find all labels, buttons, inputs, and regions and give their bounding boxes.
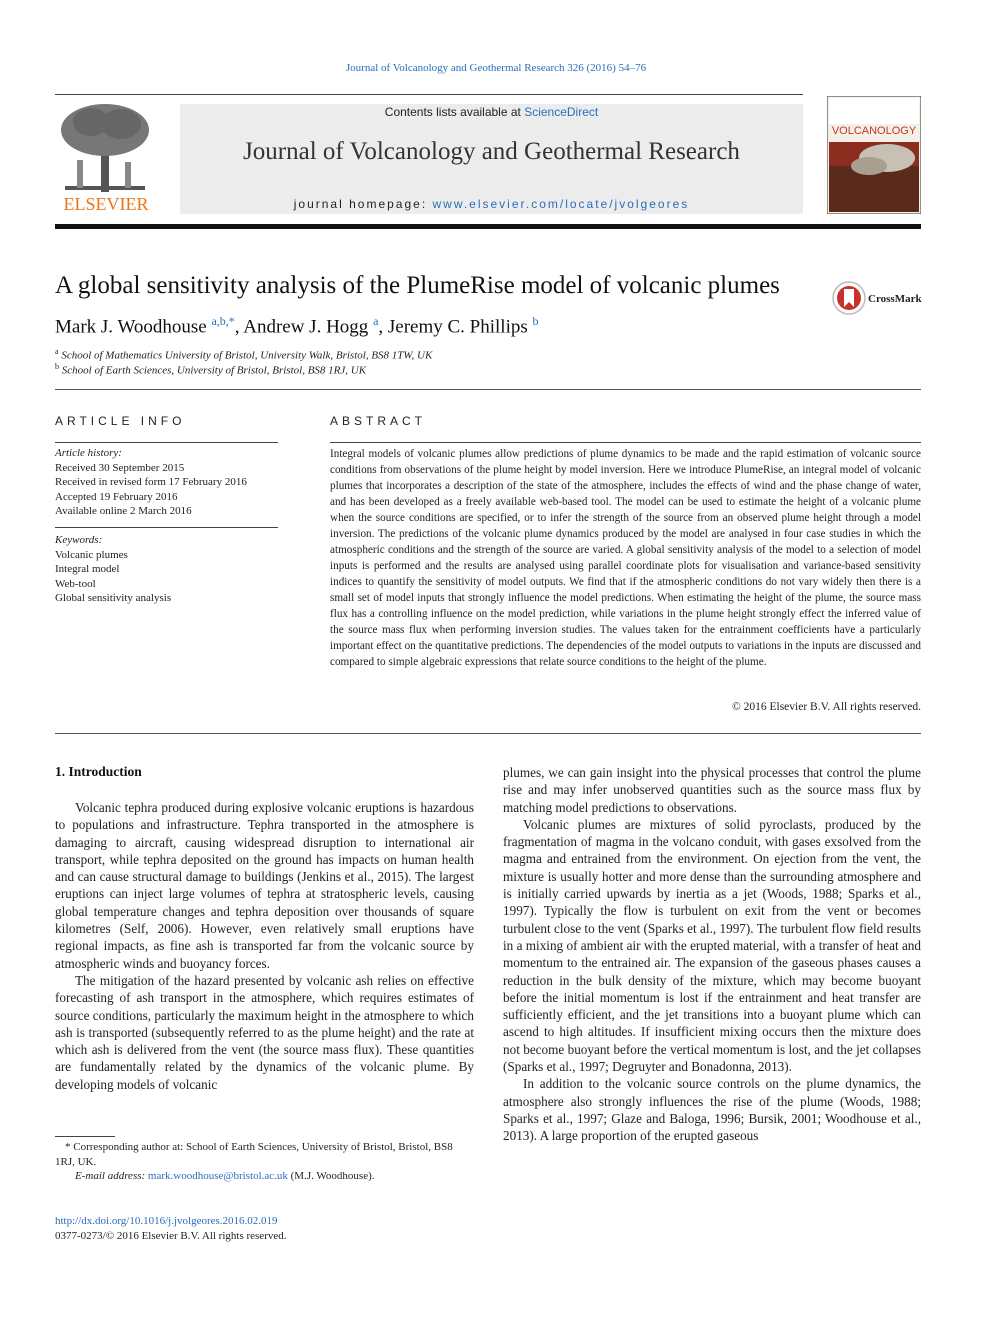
journal-cover[interactable]: [827, 96, 921, 214]
body-column-right: [503, 764, 921, 1145]
affiliation-mark: a: [55, 347, 59, 356]
history-item: Accepted 19 February 2016: [55, 490, 178, 503]
email-label: E-mail address:: [75, 1170, 148, 1182]
crossmark-badge[interactable]: [832, 281, 932, 317]
author-affil-marker[interactable]: a,b,*: [211, 314, 235, 328]
corresponding-author-note: * Corresponding author at: School of Earth Sciences, University of Bristol, Bristol, BS8 1RJ, UK.: [55, 1141, 453, 1168]
paragraph: Volcanic tephra produced during explosive volcanic eruptions is hazardous to populations and infrastructure. Tephra transported in the atmosphere is damaging to aircraft, causing widespread disruption to international air transport, while tephra deposited on the ground has impacts on human health and can cause structural damage to buildings (Jenkins et al., 2015). The largest eruptions can inject large volumes of tephra at stratospheric levels, causing global temperature changes and tephra deposition over thousands of square kilometres (Self, 2006). However, even relatively small eruptions have regional impacts, as fine ash is transported far from the volcanic source by atmospheric winds and buoyancy forces.: [55, 800, 474, 971]
affiliation-mark: b: [55, 362, 59, 371]
homepage-link[interactable]: www.elsevier.com/locate/jvolgeores: [432, 197, 690, 211]
sciencedirect-link[interactable]: ScienceDirect: [524, 105, 599, 119]
author-name: Andrew J. Hogg: [243, 316, 369, 338]
abstract-heading: ABSTRACT: [330, 414, 427, 428]
keywords-label: Keywords:: [55, 534, 103, 546]
affiliation-text: School of Earth Sciences, University of Bristol, Bristol, BS8 1RJ, UK: [61, 364, 367, 377]
abstract-text: Integral models of volcanic plumes allow predictions of plume dynamics to be made and the rapid estimation of volcanic source conditions from observations of the plume height by model inversion. Here we introduce PlumeRise, an integral model of volcanic plumes that incorporates a description of the state of the atmosphere, includes the effects of wind and the phase change of water, and has been developed as a freely available web-based tool. The model can be used to estimate the height of a volcanic plume when the source conditions are specified, or to infer the strength of the source from an observed plume height through a model inversion. The predictions of the volcanic plume dynamics produced by the model are analysed in four case studies in which the atmospheric conditions and the strength of the source are varied. A global sensitivity analysis of the model to a selection of model inputs is performed and the results are analysed using parallel coordinate plots for visualisation and variance-based sensitivity indices to quantify the sensitivity of model outputs. We find that if the atmospheric conditions do not vary widely then there is a small set of model inputs that strongly influence the model predictions. When estimating the height of the plume, the source mass flux has a controlling influence on the model prediction, while variations in the plume height strongly effect the inferred value of the source mass flux when performing inversion studies. The values taken for the entrainment coefficients have a particularly important effect on the quantitative predictions. The dependencies of the model outputs to variations in the inputs are discussed and compared to simple algebraic expressions that relate source conditions to the height of the plume.: [330, 448, 921, 668]
section-heading: 1. Introduction: [55, 764, 142, 779]
author-name: Jeremy C. Phillips: [387, 316, 528, 338]
history-item: Received 30 September 2015: [55, 461, 185, 474]
footnotes: [55, 1140, 475, 1184]
email-link[interactable]: mark.woodhouse@bristol.ac.uk: [147, 1170, 288, 1182]
affiliation: [55, 347, 432, 362]
cover-title: VOLCANOLOGY: [831, 125, 917, 137]
divider: [55, 442, 278, 443]
header-thick-rule: [55, 224, 921, 229]
elsevier-logo: [55, 100, 157, 215]
paragraph: The mitigation of the hazard presented by volcanic ash relies on effective forecasting of ash transport in the atmosphere, which requires estimates of source conditions, particularly the maximum height in the atmosphere to which ash is transported (subsequently referred to as the plume height) and the rate at which ash is delivered from the vent (the source mass flux). These quantities are fundamentally related by the dynamics of the volcanic plume. By developing models of volcanic: [55, 972, 474, 1092]
email-suffix: (M.J. Woodhouse).: [287, 1170, 375, 1182]
journal-citation[interactable]: Journal of Volcanology and Geothermal Research 326 (2016) 54–76: [345, 62, 647, 74]
keywords: [55, 533, 278, 606]
article-info-heading: ARTICLE INFO: [55, 414, 186, 428]
contents-prefix: Contents lists available at: [384, 105, 525, 119]
history-label: Article history:: [55, 447, 122, 459]
contents-line: [180, 105, 803, 119]
affiliation: [55, 362, 366, 377]
doi-link[interactable]: http://dx.doi.org/10.1016/j.jvolgeores.2016.02.019: [55, 1215, 278, 1227]
author-affil-marker[interactable]: b: [532, 314, 539, 328]
abstract-copyright: © 2016 Elsevier B.V. All rights reserved.: [732, 701, 921, 713]
history-item: Received in revised form 17 February 2016: [55, 476, 247, 488]
keyword: Global sensitivity analysis: [55, 592, 172, 604]
keyword: Integral model: [55, 563, 120, 575]
crossmark-label: CrossMark: [868, 293, 922, 305]
homepage-label: journal homepage:: [293, 197, 433, 211]
divider: [55, 389, 921, 390]
journal-homepage: [180, 197, 803, 211]
issn-line: 0377-0273/© 2016 Elsevier B.V. All rights reserved.: [55, 1229, 287, 1242]
keyword: Volcanic plumes: [55, 548, 128, 561]
paragraph: plumes, we can gain insight into the physical processes that control the plume rise and may infer unobserved quantities such as the source mass flux by matching model predictions to observations.: [503, 765, 921, 815]
paper-title: A global sensitivity analysis of the PlumeRise model of volcanic plumes: [55, 272, 780, 299]
author-name: Mark J. Woodhouse: [55, 316, 207, 338]
body-column-left: [55, 799, 474, 1093]
history-item: Available online 2 March 2016: [55, 505, 192, 517]
masthead-top-rule: [55, 94, 803, 95]
article-history: [55, 446, 278, 519]
footnote-rule: [55, 1136, 115, 1137]
author-affil-marker[interactable]: a: [373, 314, 379, 328]
divider: [55, 733, 921, 734]
journal-title: Journal of Volcanology and Geothermal Research: [243, 138, 740, 165]
affiliation-text: School of Mathematics University of Bristol, University Walk, Bristol, BS8 1TW, UK: [61, 349, 433, 362]
paragraph: In addition to the volcanic source controls on the plume dynamics, the atmosphere also strongly influences the rise of the plume (Woods, 1988; Sparks et al., 1997; Glaze and Baloga, 1996; Bursik, 2001; Woodhouse et al., 2013). A large proportion of the erupted gaseous: [503, 1076, 921, 1144]
divider: [55, 527, 278, 528]
elsevier-wordmark: ELSEVIER: [63, 194, 149, 214]
email-note: [55, 1169, 475, 1184]
divider: [330, 442, 921, 443]
keyword: Web-tool: [55, 577, 96, 590]
author-list: Mark J. Woodhouse $^{a,b,*}$, Andrew J. Hogg $^a$, Jeremy C. Phillips $^b$: [55, 314, 539, 338]
paragraph: Volcanic plumes are mixtures of solid pyroclasts, produced by the fragmentation of magma in the volcano conduit, with gases exsolved from the magma and entrained from the environment. On ejection from the vent, the mixture is usually hotter and more dense than the surrounding atmosphere and is initially carried upwards by inertia as a jet (Woods, 1988; Sparks et al., 1997). Typically the flow is turbulent on exit from the vent or becomes turbulent close to the vent (Sparks et al., 1997). The turbulent flow field results in a mixing of ambient air with the erupted material, with a transfer of heat and momentum to the entrained air. The expansion of the gaseous phases causes a reduction in the bulk density of the mixture, which may become buoyant before the initial momentum is lost if the entrainment and heat transfer are sufficiently efficient, and the jet transitions into a buoyant plume which can ascend to high altitudes. If insufficient mixing occurs then the mixture does not become buoyant before the vertical momentum is lost, and the jet collapses (Sparks et al., 1997; Degruyter and Bonadonna, 2013).: [503, 816, 921, 1075]
doi-block: [55, 1214, 287, 1243]
